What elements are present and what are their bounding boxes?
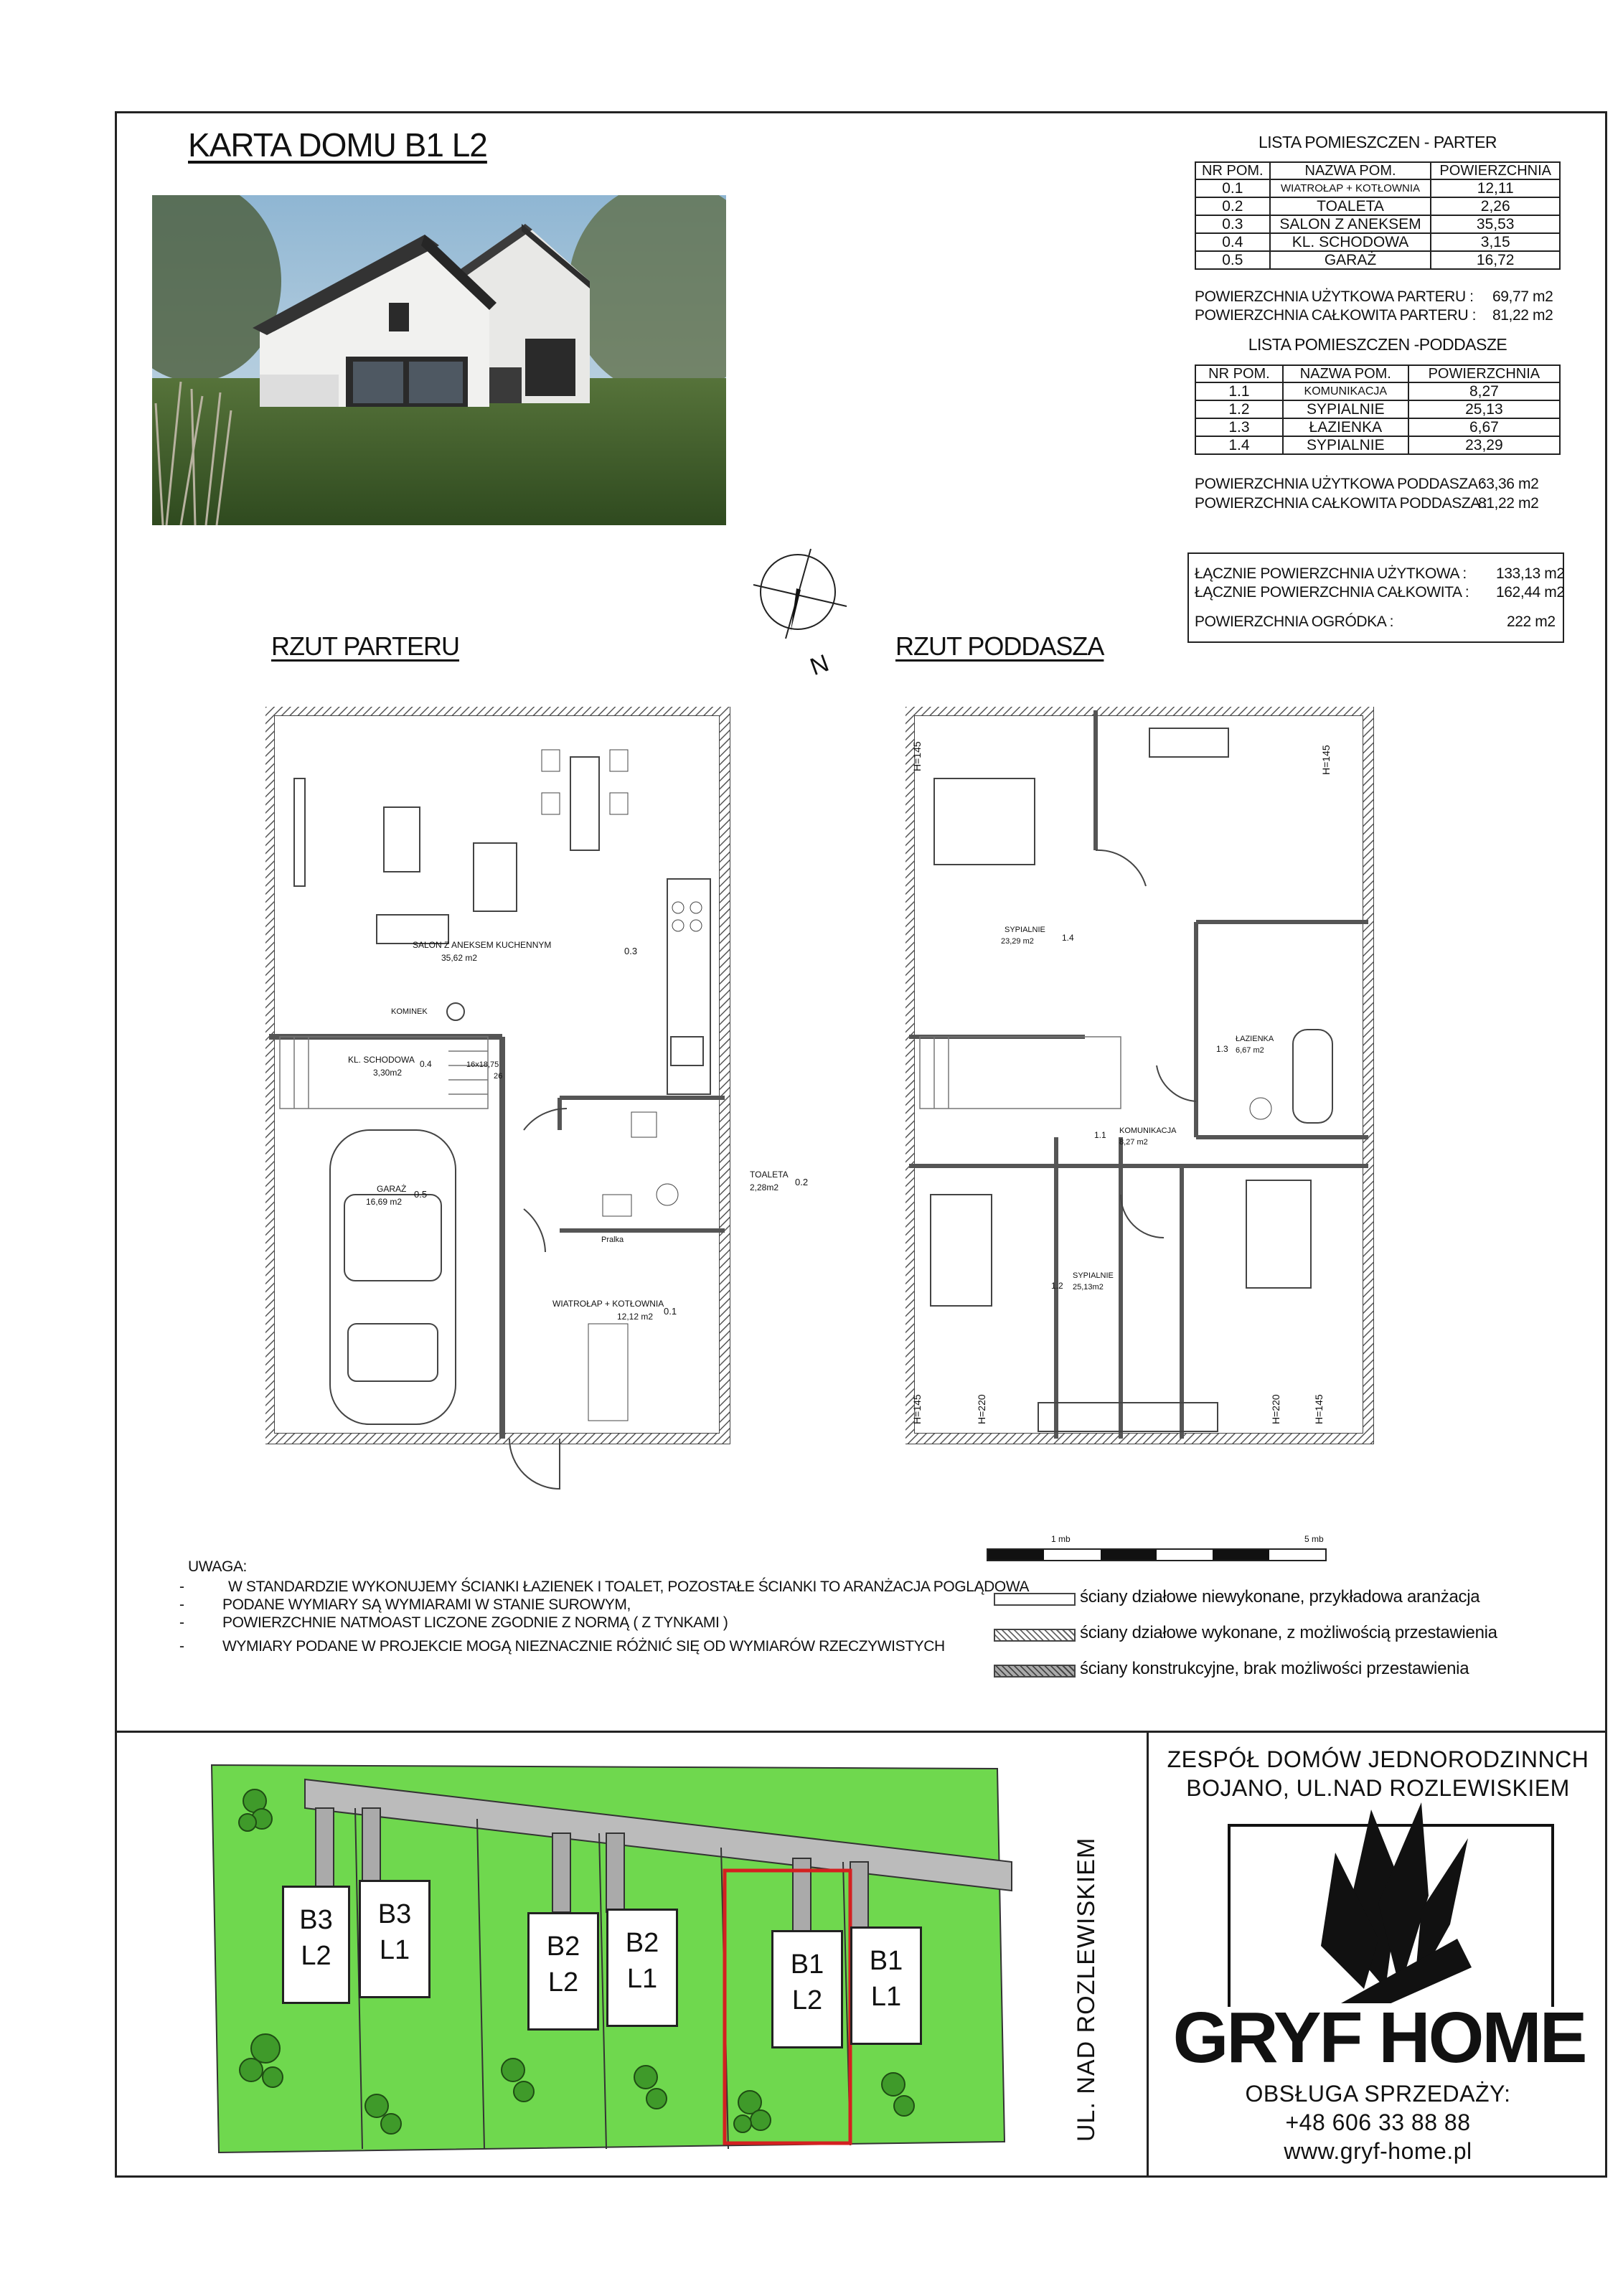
- table-row: [1195, 418, 1560, 436]
- bedroom-12-number: 1.2: [1051, 1281, 1063, 1291]
- cell: 12,11: [1431, 179, 1560, 197]
- bathroom-name: ŁAZIENKA: [1236, 1035, 1274, 1043]
- garden-area-label: POWIERZCHNIA OGRÓDKA :: [1195, 613, 1394, 630]
- poddasze-total-area-value: 81,22 m2: [1478, 495, 1539, 512]
- cell: 1.2: [1195, 400, 1283, 418]
- hallway-number: 1.1: [1094, 1130, 1106, 1140]
- house-render-image: [152, 195, 726, 525]
- col-header: NR POM.: [1195, 162, 1270, 179]
- cell: 0.1: [1195, 179, 1270, 197]
- unit-line: L2: [791, 1985, 823, 2015]
- salon-name: SALON Z ANEKSEM KUCHENNYM: [413, 940, 552, 950]
- unit-b1-l1: [850, 1926, 922, 2045]
- logo-text: GRYF HOME: [1172, 1998, 1586, 2078]
- unit-line: L1: [379, 1935, 410, 1965]
- scale-right-label: 5 mb: [1304, 1534, 1324, 1544]
- garage-number: 0.5: [414, 1189, 428, 1200]
- cell: WIATROŁAP + KOTŁOWNIA: [1270, 179, 1431, 197]
- ground-floor-plan: [265, 707, 732, 1525]
- parter-used-area-value: 69,77 m2: [1492, 288, 1553, 305]
- pralka-label: Pralka: [601, 1236, 624, 1244]
- total-total-label: ŁĄCZNIE POWIERZCHNIA CAŁKOWITA :: [1195, 584, 1469, 601]
- cell: 16,72: [1431, 251, 1560, 269]
- stairs-area: 3,30m2: [373, 1068, 403, 1078]
- cell: 6,67: [1408, 418, 1560, 436]
- cell: GARAŻ: [1270, 251, 1431, 269]
- unit-b3-l2: [282, 1886, 350, 2004]
- sales-label: OBSŁUGA SPRZEDAŻY:: [1245, 2081, 1511, 2107]
- height-label: H=145: [911, 1394, 923, 1424]
- table-row: [1195, 197, 1560, 215]
- parter-used-area-label: POWIERZCHNIA UŻYTKOWA PARTERU :: [1195, 288, 1474, 305]
- unit-line: B2: [625, 1928, 659, 1958]
- project-line-1: ZESPÓŁ DOMÓW JEDNORODZINNCH: [1167, 1746, 1589, 1772]
- total-used-label: ŁĄCZNIE POWIERZCHNIA UŻYTKOWA :: [1195, 565, 1467, 582]
- poddasze-rooms-table: [1195, 364, 1561, 455]
- cell: ŁAZIENKA: [1283, 418, 1408, 436]
- cell: 0.5: [1195, 251, 1270, 269]
- page-title: KARTA DOMU B1 L2: [188, 126, 487, 164]
- cell: TOALETA: [1270, 197, 1431, 215]
- brand-panel: [1147, 1731, 1607, 2178]
- sales-phone[interactable]: +48 606 33 88 88: [1285, 2109, 1471, 2135]
- cell: 3,15: [1431, 233, 1560, 251]
- height-label: H=145: [1313, 1394, 1325, 1424]
- garage-area: 16,69 m2: [366, 1197, 403, 1207]
- unit-line: B3: [377, 1899, 412, 1929]
- cell: 23,29: [1408, 436, 1560, 454]
- toilet-name: TOALETA: [750, 1170, 789, 1180]
- hallway-name: KOMUNIKACJA: [1119, 1126, 1177, 1135]
- cell: 1.4: [1195, 436, 1283, 454]
- cell: SALON Z ANEKSEM: [1270, 215, 1431, 233]
- cell: 0.2: [1195, 197, 1270, 215]
- cell: KL. SCHODOWA: [1270, 233, 1431, 251]
- unit-b3-l1: [359, 1880, 431, 1998]
- poddasze-used-area-value: 63,36 m2: [1478, 476, 1539, 492]
- note-bullet: -: [179, 1638, 184, 1655]
- unit-line: B3: [299, 1905, 333, 1935]
- parter-total-area-label: POWIERZCHNIA CAŁKOWITA PARTERU :: [1195, 307, 1477, 324]
- bathroom-area: 6,67 m2: [1236, 1046, 1264, 1055]
- bedroom-12-name: SYPIALNIE: [1073, 1271, 1114, 1280]
- vestibule-area: 12,12 m2: [617, 1312, 654, 1322]
- table-row: [1195, 400, 1560, 418]
- salon-number: 0.3: [624, 946, 638, 956]
- table-row: [1195, 215, 1560, 233]
- col-header: NAZWA POM.: [1283, 365, 1408, 382]
- bedroom-14-number: 1.4: [1062, 933, 1074, 943]
- poddasze-used-area-label: POWIERZCHNIA UŻYTKOWA PODDASZA :: [1195, 476, 1485, 492]
- cell: 0.3: [1195, 215, 1270, 233]
- toilet-area: 2,28m2: [750, 1182, 779, 1192]
- legend-swatch-medium: [994, 1629, 1076, 1642]
- note-bullet: -: [179, 1578, 184, 1595]
- legend-item: ściany działowe niewykonane, przykładowa aranżacja: [1080, 1587, 1480, 1606]
- project-line-2: BOJANO, UL.NAD ROZLEWISKIEM: [1186, 1775, 1570, 1801]
- stairs-count: 26: [494, 1072, 503, 1081]
- cell: 1.1: [1195, 382, 1283, 400]
- bedroom-12-area: 25,13m2: [1073, 1283, 1104, 1292]
- compass-north-label: N: [806, 649, 833, 682]
- unit-b2-l2: [527, 1912, 599, 2031]
- scale-bar: [987, 1548, 1327, 1561]
- parter-total-area-value: 81,22 m2: [1492, 307, 1553, 324]
- note-bullet: -: [179, 1614, 184, 1631]
- note-bullet: -: [179, 1596, 184, 1613]
- col-header: NR POM.: [1195, 365, 1283, 382]
- vestibule-number: 0.1: [664, 1306, 677, 1317]
- legend-item: ściany działowe wykonane, z możliwością przestawienia: [1080, 1623, 1497, 1642]
- legend-swatch-light: [994, 1593, 1076, 1606]
- garden-area-value: 222 m2: [1507, 613, 1556, 630]
- table-header-row: [1195, 365, 1560, 382]
- total-total-value: 162,44 m2: [1496, 584, 1565, 601]
- unit-b2-l1: [606, 1909, 678, 2027]
- note-item: WYMIARY PODANE W PROJEKCIE MOGĄ NIEZNACZNIE RÓŻNIĆ SIĘ OD WYMIARÓW RZECZYWISTYCH: [222, 1638, 945, 1655]
- height-label: H=220: [1270, 1394, 1281, 1424]
- bathroom-number: 1.3: [1216, 1044, 1228, 1054]
- salon-area: 35,62 m2: [441, 953, 478, 963]
- stairs-number: 0.4: [420, 1059, 432, 1069]
- poddasze-table-title: LISTA POMIESZCZEN -PODDASZE: [1248, 335, 1507, 354]
- height-label: H=145: [911, 741, 923, 771]
- table-row: [1195, 436, 1560, 454]
- gryf-wing-icon: [1299, 1795, 1472, 2003]
- table-row: [1195, 382, 1560, 400]
- height-label: H=145: [1320, 745, 1332, 775]
- col-header: NAZWA POM.: [1270, 162, 1431, 179]
- bedroom-14-area: 23,29 m2: [1001, 937, 1034, 946]
- unit-line: L2: [301, 1941, 331, 1971]
- unit-line: L1: [870, 1982, 902, 2012]
- bedroom-14-name: SYPIALNIE: [1005, 926, 1045, 934]
- unit-b1-l2: [771, 1930, 843, 2048]
- note-item: W STANDARDZIE WYKONUJEMY ŚCIANKI ŁAZIENEK I TOALET, POZOSTAŁE ŚCIANKI TO ARANŻACJA POGLĄDOWA: [228, 1578, 1030, 1595]
- cell: 1.3: [1195, 418, 1283, 436]
- street-label: UL. NAD ROZLEWISKIEM: [1073, 1837, 1100, 2142]
- cell: 8,27: [1408, 382, 1560, 400]
- unit-line: L1: [626, 1964, 658, 1994]
- parter-table-title: LISTA POMIESZCZEN - PARTER: [1258, 133, 1497, 151]
- vestibule-name: WIATROŁAP + KOTŁOWNIA: [552, 1299, 664, 1309]
- unit-line: B1: [790, 1949, 824, 1980]
- stairs-dimension: 16x18,75: [466, 1060, 499, 1069]
- stairs-name: KL. SCHODOWA: [348, 1055, 415, 1065]
- cell: SYPIALNIE: [1283, 400, 1408, 418]
- cell: 25,13: [1408, 400, 1560, 418]
- unit-line: B1: [869, 1946, 903, 1976]
- toilet-number: 0.2: [795, 1177, 809, 1187]
- scale-left-label: 1 mb: [1051, 1534, 1071, 1544]
- total-used-value: 133,13 m2: [1496, 565, 1565, 582]
- table-row: [1195, 251, 1560, 269]
- garage-name: GARAŻ: [377, 1184, 407, 1194]
- table-row: [1195, 233, 1560, 251]
- note-item: PODANE WYMIARY SĄ WYMIARAMI W STANIE SUROWYM,: [222, 1596, 631, 1613]
- kominek-label: KOMINEK: [391, 1007, 428, 1016]
- compass-icon: [746, 538, 861, 682]
- col-header: POWIERZCHNIA: [1408, 365, 1560, 382]
- col-header: POWIERZCHNIA: [1431, 162, 1560, 179]
- unit-line: B2: [546, 1932, 580, 1962]
- table-row: [1195, 179, 1560, 197]
- cell: KOMUNIKACJA: [1283, 382, 1408, 400]
- cell: 35,53: [1431, 215, 1560, 233]
- cell: 2,26: [1431, 197, 1560, 215]
- table-header-row: [1195, 162, 1560, 179]
- attic-plan-title: RZUT PODDASZA: [895, 631, 1104, 661]
- note-item: POWIERZCHNIE NATMOAST LICZONE ZGODNIE Z NORMĄ ( Z TYNKAMI ): [222, 1614, 728, 1631]
- cell: 0.4: [1195, 233, 1270, 251]
- poddasze-total-area-label: POWIERZCHNIA CAŁKOWITA PODDASZA :: [1195, 495, 1487, 512]
- hallway-area: 8,27 m2: [1119, 1138, 1148, 1147]
- website-link[interactable]: www.gryf-home.pl: [1284, 2138, 1472, 2164]
- parter-rooms-table: [1195, 161, 1561, 270]
- notes-title: UWAGA:: [188, 1558, 247, 1575]
- cell: SYPIALNIE: [1283, 436, 1408, 454]
- ground-plan-title: RZUT PARTERU: [271, 631, 460, 661]
- legend-swatch-dark: [994, 1665, 1076, 1678]
- attic-floor-plan: [905, 707, 1379, 1474]
- height-label: H=220: [976, 1394, 987, 1424]
- legend-item: ściany konstrukcyjne, brak możliwości przestawienia: [1080, 1659, 1469, 1678]
- unit-line: L2: [547, 1967, 579, 1998]
